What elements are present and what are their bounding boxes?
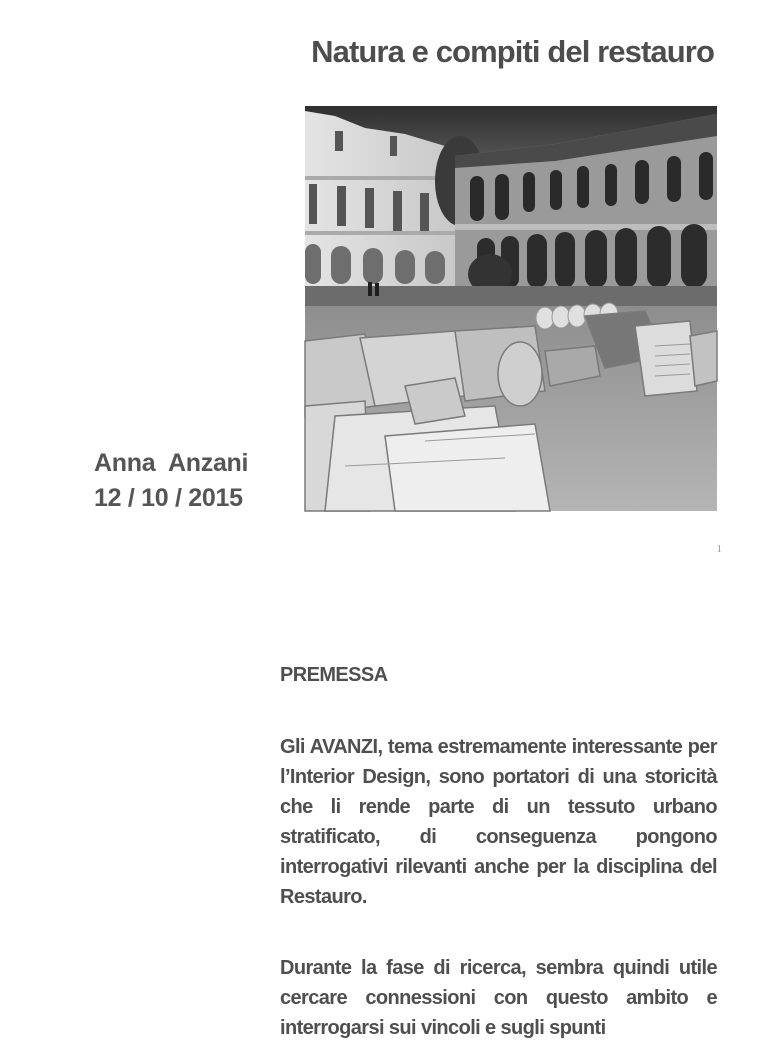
photo-icon bbox=[305, 106, 717, 511]
body-paragraph: Durante la fase di ricerca, sembra quindi utile cercare connessioni con questo ambito e interrogarsi sui vincoli e sugli spunti bbox=[280, 957, 717, 1039]
slide-title: Natura e compiti del restauro bbox=[311, 34, 714, 69]
section-heading: PREMESSA bbox=[280, 664, 388, 686]
presentation-date: 12 / 10 / 2015 bbox=[94, 484, 243, 512]
author-name: Anna Anzani bbox=[94, 449, 249, 477]
author-block bbox=[94, 446, 248, 516]
body-paragraph: Gli AVANZI, tema estremamente interessante per l’Interior Design, sono portatori di una storicità che li rende parte di un tessuto urbano stratificato, di conseguenza pongono interrogativi rilevanti anche per la disciplina del Restauro. bbox=[280, 736, 717, 908]
page-number: 1 bbox=[716, 543, 722, 555]
cover-photo bbox=[305, 106, 717, 511]
